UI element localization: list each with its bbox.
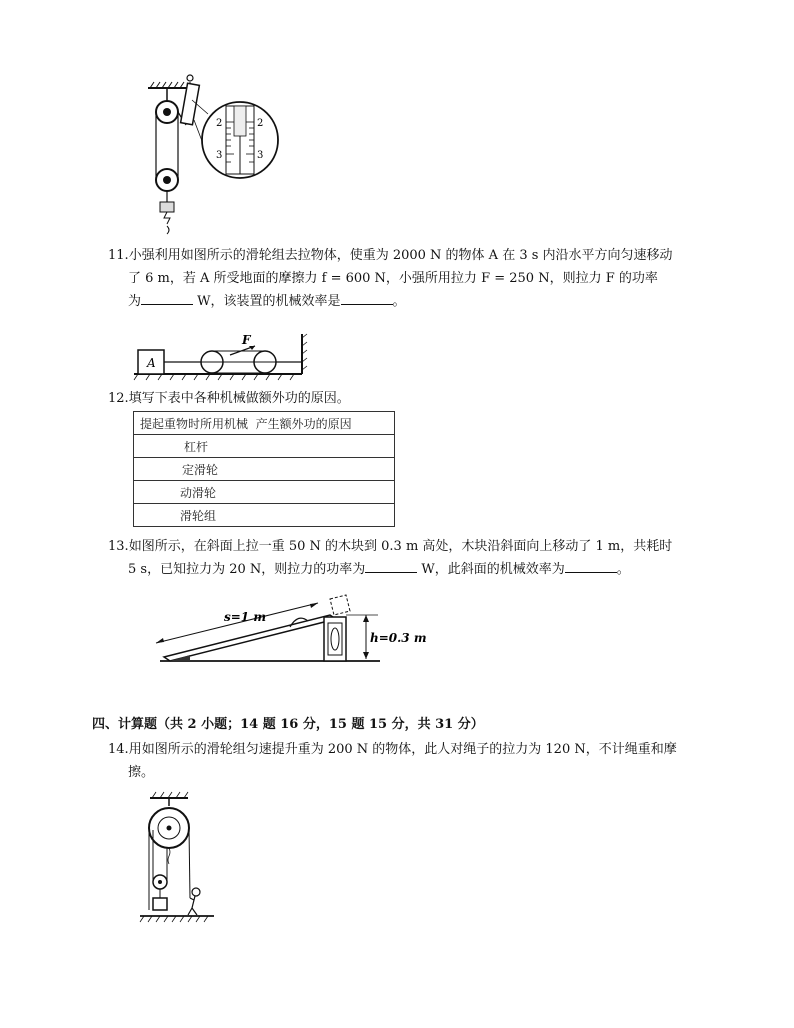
q14-line2 xyxy=(108,761,708,784)
q11-text-3a: 为 xyxy=(128,294,142,309)
q14-line1 xyxy=(108,738,708,761)
row-label-movable-pulley: 动滑轮 xyxy=(180,485,217,500)
q13-text-2a: 5 s，已知拉力为 20 N，则拉力的功率为 xyxy=(128,562,366,577)
q12-number: 12. xyxy=(108,391,129,406)
section-4-title: 四、计算题（共 2 小题；14 题 16 分，15 题 15 分，共 31 分） xyxy=(92,717,484,732)
table-cell-pulley-block[interactable] xyxy=(134,504,395,527)
table-row xyxy=(134,481,395,504)
q11-figure xyxy=(130,330,310,382)
q11-text-1: 小强利用如图所示的滑轮组去拉物体，使重为 2000 N 的物体 A 在 3 s 内沿水平方向匀速移动 xyxy=(128,248,673,263)
scale-label-right-3: 3 xyxy=(257,150,264,161)
q13-number: 13. xyxy=(108,539,129,554)
scale-label-left-3: 3 xyxy=(216,150,223,161)
q12-table xyxy=(133,411,395,527)
q13-text-2c: 。 xyxy=(616,562,630,577)
q13-incline-figure xyxy=(150,585,427,670)
q11-blank-power[interactable] xyxy=(141,292,193,305)
q13-s-label: s=1 m xyxy=(224,610,267,624)
q12-text: 填写下表中各种机械做额外功的原因。 xyxy=(128,391,350,406)
table-header-row xyxy=(134,412,395,435)
q13-text-2b: W，此斜面的机械效率为 xyxy=(421,562,565,577)
pulley-scale-figure xyxy=(140,70,280,240)
q13-text-1: 如图所示，在斜面上拉一重 50 N 的木块到 0.3 m 高处，木块沿斜面向上移动了 1 m，共耗时 xyxy=(128,539,673,554)
table-header-machine: 提起重物时所用机械 xyxy=(140,416,249,431)
question-13 xyxy=(108,535,708,581)
q13-line2 xyxy=(108,558,708,581)
table-row xyxy=(134,435,395,458)
table-row xyxy=(134,504,395,527)
q11-text-3c: 。 xyxy=(392,294,406,309)
q11-line3 xyxy=(108,290,698,313)
q12-table-wrapper xyxy=(133,411,395,527)
question-12 xyxy=(108,387,698,410)
scale-label-right-2: 2 xyxy=(257,118,264,129)
q14-text-1: 用如图所示的滑轮组匀速提升重为 200 N 的物体，此人对绳子的拉力为 120 N，不计绳重和摩 xyxy=(128,742,677,757)
q11-line2 xyxy=(108,267,698,290)
table-header-cell xyxy=(134,412,395,435)
question-14 xyxy=(108,738,708,784)
q11-force-label: F xyxy=(242,333,251,347)
q11-block-label: A xyxy=(147,356,156,370)
q14-number: 14. xyxy=(108,742,129,757)
q11-text-3b: W，该装置的机械效率是 xyxy=(197,294,341,309)
scale-label-left-2: 2 xyxy=(216,118,223,129)
q11-number: 11. xyxy=(108,248,129,263)
row-label-fixed-pulley: 定滑轮 xyxy=(182,462,219,477)
row-label-pulley-block: 滑轮组 xyxy=(180,508,217,523)
table-cell-fixed-pulley[interactable] xyxy=(134,458,395,481)
question-11 xyxy=(108,244,698,313)
q14-text-2: 擦。 xyxy=(128,765,155,780)
row-label-lever: 杠杆 xyxy=(184,439,209,454)
table-cell-lever[interactable] xyxy=(134,435,395,458)
q14-pulley-figure xyxy=(134,790,234,930)
q11-text-2: 了 6 m，若 A 所受地面的摩擦力 f = 600 N，小强所用拉力 F = 250 N，则拉力 F 的功率 xyxy=(128,271,658,286)
table-header-reason: 产生额外功的原因 xyxy=(255,416,352,431)
q13-line1 xyxy=(108,535,708,558)
q11-line1 xyxy=(108,244,698,267)
table-cell-movable-pulley[interactable] xyxy=(134,481,395,504)
table-row xyxy=(134,458,395,481)
q13-blank-power[interactable] xyxy=(365,560,417,573)
q13-h-label: h=0.3 m xyxy=(370,631,427,645)
q11-blank-efficiency[interactable] xyxy=(341,292,393,305)
q13-blank-efficiency[interactable] xyxy=(565,560,617,573)
